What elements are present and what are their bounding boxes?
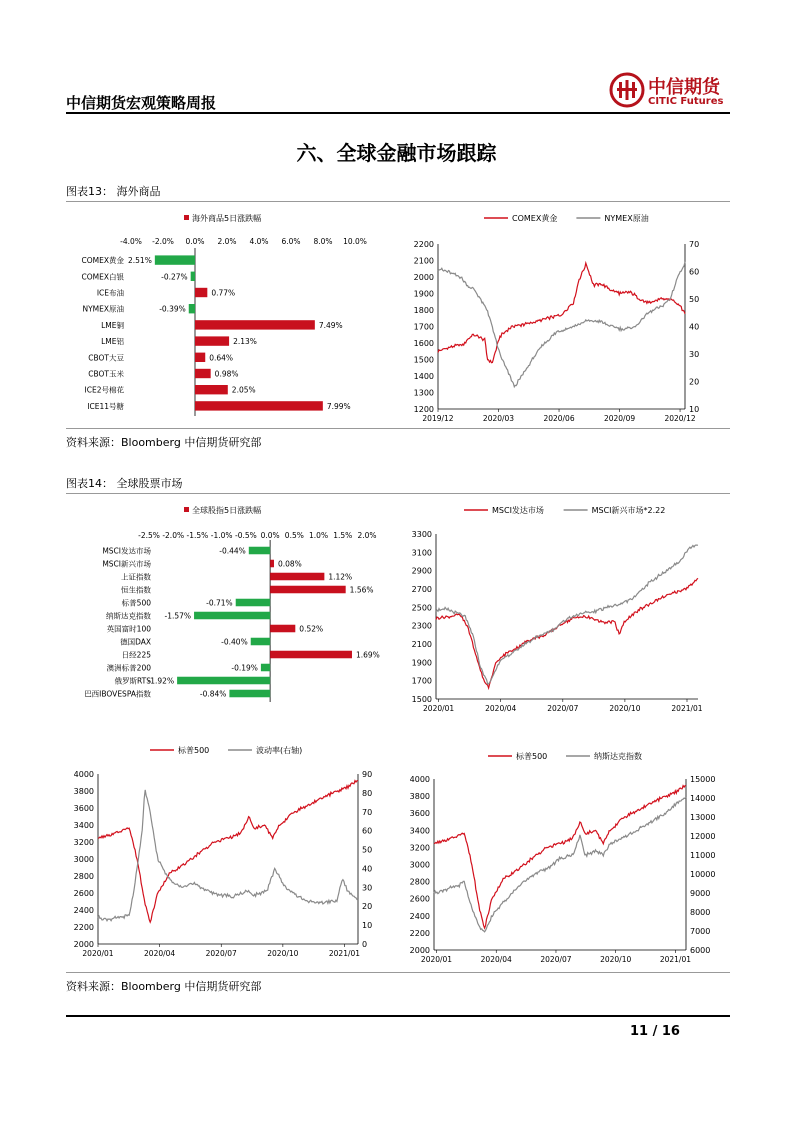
category-label: 上证指数 [121, 572, 151, 582]
spx-vix-line-chart [66, 738, 398, 966]
x-tick-label: -2.0% [152, 237, 174, 246]
y-tick-right-label: 10 [689, 405, 700, 414]
x-tick-label: -4.0% [120, 237, 142, 246]
y-tick-left-label: 1900 [413, 289, 434, 299]
y-tick-right-label: 0 [362, 940, 368, 949]
figure-14-label: 图表14： 全球股票市场 [66, 477, 183, 490]
value-label: 1.12% [328, 572, 353, 582]
value-label: -1.92% [147, 676, 175, 686]
bar [229, 690, 270, 698]
figure-13-label: 图表13： 海外商品 [66, 185, 161, 198]
category-label: ICE布油 [96, 288, 124, 298]
x-tick-label: 2020/03 [482, 414, 515, 423]
series-line [438, 262, 685, 387]
legend-label: 标普500 [516, 752, 548, 761]
category-label: 澳洲标普200 [106, 663, 151, 673]
bar [195, 385, 228, 394]
x-tick-label: 4.0% [249, 237, 269, 246]
figure-14-bottom-rule [66, 972, 730, 973]
value-label: 7.49% [318, 320, 343, 330]
bar [261, 664, 270, 672]
x-tick-label: 2020/04 [485, 704, 517, 713]
x-tick-label: 2020/01 [420, 955, 453, 964]
category-label: 恒生指数 [121, 585, 151, 595]
y-tick-right-label: 40 [362, 864, 373, 874]
y-tick-right-label: 15000 [690, 775, 716, 784]
y-tick-right-label: 20 [362, 902, 373, 912]
y-tick-left-label: 2500 [411, 603, 432, 613]
y-tick-right-label: 30 [362, 883, 373, 893]
category-label: MSCI新兴市场 [102, 559, 151, 569]
bar [195, 320, 315, 329]
figure-14-top-rule [66, 493, 730, 494]
y-tick-right-label: 8000 [690, 908, 711, 917]
y-tick-left-label: 2900 [411, 566, 432, 576]
y-tick-left-label: 3600 [409, 809, 430, 819]
value-label: -0.19% [231, 663, 258, 673]
x-tick-label: 6.0% [281, 237, 301, 246]
x-tick-label: -0.5% [235, 531, 257, 540]
commodity-bar-chart [66, 204, 398, 426]
value-label: -0.27% [161, 272, 188, 282]
value-label: 0.08% [277, 559, 302, 569]
bar [177, 677, 270, 685]
category-label: 俄罗斯RTS [114, 676, 151, 686]
category-label: COMEX白银 [81, 272, 124, 282]
category-label: LME铝 [101, 337, 124, 347]
y-tick-left-label: 1500 [413, 355, 434, 365]
footer-rule [66, 1015, 730, 1017]
y-tick-left-label: 2100 [413, 256, 434, 266]
y-tick-left-label: 3400 [73, 821, 94, 830]
bar [194, 612, 270, 620]
y-tick-right-label: 6000 [690, 946, 711, 955]
y-tick-left-label: 1400 [413, 372, 434, 381]
y-tick-left-label: 1600 [413, 339, 434, 348]
y-tick-left-label: 2000 [413, 273, 434, 282]
y-tick-right-label: 11000 [690, 851, 716, 860]
y-tick-left-label: 2800 [409, 877, 430, 887]
value-label: 0.98% [214, 369, 239, 379]
category-label: MSCI发达市场 [102, 546, 151, 556]
y-tick-right-label: 10 [362, 921, 373, 931]
figure-14-source: 资料来源：Bloomberg 中信期货研究部 [66, 980, 262, 993]
category-label: LME铜 [101, 320, 124, 330]
x-tick-label: -1.0% [210, 531, 233, 540]
category-label: CBOT大豆 [88, 353, 124, 363]
y-tick-left-label: 2800 [73, 872, 94, 881]
y-tick-right-label: 50 [689, 295, 700, 304]
legend-label: MSCI发达市场 [492, 506, 544, 515]
x-tick-label: 2020/07 [205, 949, 237, 958]
value-label: 2.51% [128, 256, 152, 266]
category-label: ICE2号棉花 [84, 385, 124, 395]
x-tick-label: 2021/01 [328, 949, 361, 958]
y-tick-left-label: 2200 [73, 923, 94, 932]
y-tick-left-label: 3000 [73, 855, 94, 864]
logo-en-text: CITIC Futures [648, 96, 724, 107]
y-tick-right-label: 10000 [690, 870, 716, 879]
y-tick-right-label: 40 [689, 322, 700, 332]
figure-13-source: 资料来源：Bloomberg 中信期货研究部 [66, 436, 262, 449]
bar [195, 336, 229, 345]
y-tick-left-label: 1900 [411, 658, 432, 668]
legend-label: COMEX黄金 [512, 214, 558, 223]
bar [195, 401, 323, 410]
value-label: 1.69% [355, 650, 380, 660]
y-tick-left-label: 1800 [413, 306, 434, 315]
y-tick-left-label: 2300 [411, 621, 432, 631]
y-tick-left-label: 3800 [409, 792, 430, 802]
x-tick-label: 2020/04 [144, 949, 176, 958]
x-tick-label: 0.0% [260, 531, 280, 540]
x-tick-label: 2020/10 [267, 949, 299, 958]
y-tick-right-label: 14000 [690, 794, 716, 803]
x-tick-label: 10.0% [343, 237, 367, 246]
y-tick-left-label: 3800 [73, 787, 94, 796]
bar [236, 599, 270, 607]
y-tick-left-label: 3300 [411, 530, 432, 539]
y-tick-left-label: 2600 [409, 894, 430, 904]
header-rule [66, 112, 730, 114]
page-number: 11 / 16 [630, 1024, 680, 1039]
x-tick-label: 2021/01 [671, 704, 703, 713]
y-tick-right-label: 80 [362, 788, 373, 798]
y-tick-left-label: 4000 [73, 770, 94, 779]
legend-label: MSCI新兴市场*2.22 [591, 506, 666, 515]
figure-13-bottom-rule [66, 428, 730, 429]
category-label: COMEX黄金 [81, 256, 124, 266]
y-tick-right-label: 7000 [690, 927, 711, 936]
x-tick-label: 2.0% [357, 531, 377, 540]
citic-logo-icon [608, 72, 646, 108]
y-tick-left-label: 2600 [73, 889, 94, 898]
y-tick-left-label: 3100 [411, 548, 432, 558]
x-tick-label: 2020/06 [543, 414, 575, 423]
x-tick-label: 2020/10 [600, 955, 632, 964]
y-tick-left-label: 2400 [409, 911, 430, 921]
legend-swatch-up [184, 215, 189, 220]
value-label: -0.39% [159, 304, 186, 314]
bar [270, 560, 274, 568]
y-tick-right-label: 9000 [690, 889, 711, 898]
x-tick-label: 2021/01 [659, 955, 692, 964]
legend-label: 波动率(右轴) [256, 746, 303, 755]
bar [270, 586, 346, 594]
value-label: 2.05% [231, 385, 256, 395]
y-tick-right-label: 50 [362, 845, 373, 855]
y-tick-right-label: 60 [362, 826, 373, 836]
y-tick-left-label: 1200 [413, 405, 434, 414]
y-tick-left-label: 4000 [409, 775, 430, 784]
value-label: 7.99% [326, 401, 351, 411]
y-tick-left-label: 2200 [409, 928, 430, 938]
category-label: 英国富时100 [106, 624, 151, 634]
value-label: -0.84% [199, 689, 227, 699]
category-label: ICE11号糖 [87, 401, 124, 411]
x-tick-label: -1.5% [186, 531, 209, 540]
bar [189, 304, 195, 313]
category-label: CBOT玉米 [88, 369, 124, 379]
x-tick-label: 2020/01 [423, 704, 455, 713]
y-tick-right-label: 13000 [690, 813, 716, 822]
y-tick-left-label: 2700 [411, 585, 432, 594]
series-line [98, 790, 358, 921]
x-tick-label: 2020/10 [609, 704, 641, 713]
y-tick-right-label: 30 [689, 350, 700, 359]
x-tick-label: 2019/12 [422, 414, 454, 423]
value-label: 0.52% [299, 624, 324, 634]
x-tick-label: 2020/07 [547, 704, 579, 713]
y-tick-left-label: 3200 [73, 838, 94, 847]
y-tick-right-label: 70 [362, 807, 373, 817]
x-tick-label: 2020/07 [540, 955, 572, 964]
y-tick-left-label: 3600 [73, 804, 94, 813]
y-tick-left-label: 2400 [73, 906, 94, 915]
x-tick-label: 2020/04 [480, 955, 512, 964]
report-title: 中信期货宏观策略周报 [66, 94, 217, 112]
y-tick-left-label: 1700 [413, 322, 434, 332]
category-label: 巴西IBOVESPA指数 [84, 689, 151, 699]
series-line [436, 545, 698, 684]
logo-cn-text: 中信期货 [648, 77, 720, 98]
y-tick-left-label: 2200 [413, 240, 434, 249]
x-tick-label: 0.5% [284, 531, 304, 540]
y-tick-right-label: 90 [362, 770, 373, 779]
bar [249, 547, 270, 555]
y-tick-left-label: 3400 [409, 826, 430, 836]
x-tick-label: 2.0% [217, 237, 237, 246]
gold-oil-line-chart [400, 204, 730, 426]
y-tick-left-label: 1700 [411, 676, 432, 686]
legend-label: NYMEX原油 [604, 214, 649, 223]
legend-label: 全球股指5日涨跌幅 [192, 506, 262, 515]
bar [270, 651, 352, 659]
y-tick-right-label: 70 [689, 240, 700, 249]
figure-13-top-rule [66, 201, 730, 202]
value-label: -0.44% [219, 546, 246, 556]
y-tick-left-label: 2000 [73, 940, 94, 949]
category-label: 德国DAX [120, 637, 151, 647]
y-tick-left-label: 2000 [409, 946, 430, 955]
x-tick-label: 0.0% [185, 237, 205, 246]
x-tick-label: 1.5% [333, 531, 353, 540]
y-tick-left-label: 3000 [409, 860, 430, 870]
y-tick-left-label: 2100 [411, 640, 432, 649]
spx-nasdaq-line-chart [400, 738, 730, 966]
legend-label: 标普500 [178, 746, 210, 755]
y-tick-right-label: 20 [689, 377, 700, 387]
value-label: 1.56% [349, 585, 374, 595]
value-label: 0.77% [211, 288, 236, 298]
value-label: -0.40% [221, 637, 248, 647]
x-tick-label: 2020/09 [603, 414, 636, 423]
y-tick-left-label: 3200 [409, 843, 430, 853]
bar [270, 573, 324, 581]
y-tick-left-label: 1500 [411, 695, 432, 704]
bar [251, 638, 270, 646]
bar [195, 369, 211, 378]
series-line [436, 578, 698, 688]
y-tick-right-label: 12000 [690, 832, 716, 841]
bar [270, 625, 295, 633]
y-tick-left-label: 1300 [413, 388, 434, 398]
section-title: 六、全球金融市场跟踪 [296, 141, 497, 165]
bar [155, 255, 195, 264]
bar [195, 353, 205, 362]
bar [191, 272, 195, 281]
legend-swatch-up [184, 507, 189, 512]
category-label: NYMEX原油 [82, 304, 124, 314]
category-label: 纳斯达克指数 [106, 611, 151, 621]
x-tick-label: 8.0% [313, 237, 333, 246]
legend-label: 纳斯达克指数 [594, 752, 642, 761]
equity-bar-chart [66, 496, 398, 718]
bar [195, 288, 207, 297]
value-label: 0.64% [209, 353, 234, 363]
category-label: 日经225 [121, 650, 151, 660]
y-tick-right-label: 60 [689, 267, 700, 277]
series-line [98, 781, 358, 923]
value-label: -0.71% [206, 598, 233, 608]
legend-label: 海外商品5日涨跌幅 [192, 214, 262, 223]
category-label: 标普500 [121, 598, 151, 608]
x-tick-label: 2020/12 [664, 414, 696, 423]
x-tick-label: -2.5% [138, 531, 160, 540]
x-tick-label: -2.0% [162, 531, 185, 540]
value-label: 2.13% [233, 337, 257, 347]
x-tick-label: 2020/01 [82, 949, 114, 958]
msci-line-chart [400, 496, 730, 718]
x-tick-label: 1.0% [309, 531, 329, 540]
value-label: -1.57% [164, 611, 192, 621]
